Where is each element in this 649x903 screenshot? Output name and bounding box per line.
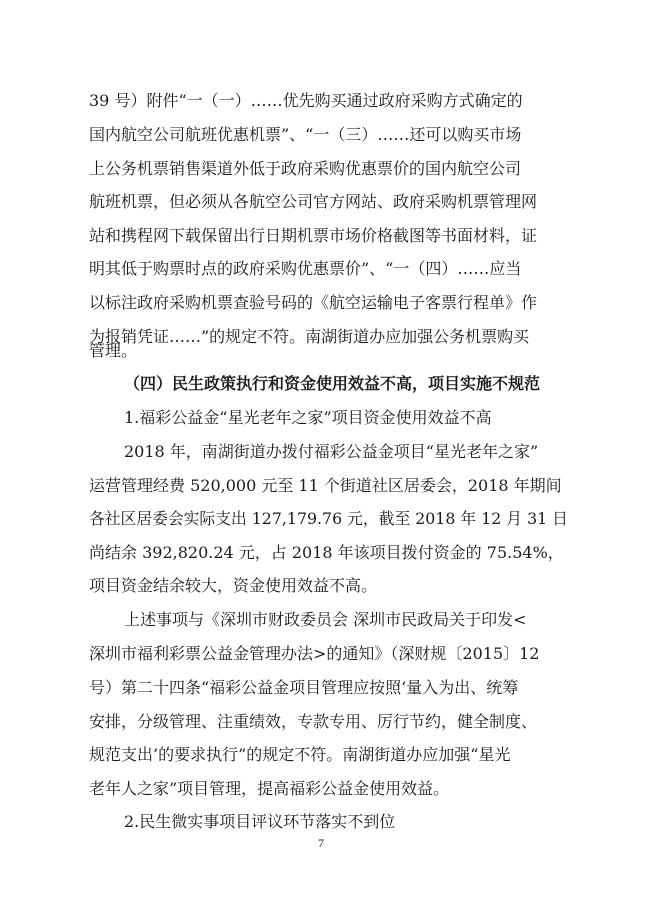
text-line: 运营管理经费 520,000 元至 11 个街道社区居委会，2018 年期间 bbox=[89, 476, 562, 495]
page-number: 7 bbox=[318, 836, 324, 850]
text-line: 号）第二十四条“福彩公益金项目管理应按照‘量入为出、统筹 bbox=[89, 678, 519, 697]
text-line: 上述事项与《深圳市财政委员会 深圳市民政局关于印发< bbox=[124, 610, 527, 629]
text-line: 航班机票，但必须从各航空公司官方网站、政府采购机票管理网 bbox=[89, 192, 538, 211]
text-line: 安排，分级管理、注重绩效，专款专用、厉行节约，健全制度、 bbox=[89, 712, 538, 731]
text-line: 上公务机票销售渠道外低于政府采购优惠票价的国内航空公司 bbox=[89, 159, 522, 178]
text-line: 老年人之家”项目管理，提高福彩公益金使用效益。 bbox=[89, 779, 450, 798]
text-line: 明其低于购票时点的政府采购优惠票价”、“一（四）……应当 bbox=[89, 259, 522, 278]
text-line: 尚结余 392,820.24 元，占 2018 年该项目拨付资金的 75.54%， bbox=[89, 543, 564, 562]
text-line: 各社区居委会实际支出 127,179.76 元，截至 2018 年 12 月 31 日 bbox=[89, 509, 568, 528]
section-heading: （四）民生政策执行和资金使用效益不高，项目实施不规范 bbox=[124, 374, 541, 393]
text-line: 国内航空公司航班优惠机票”、“一（三）……还可以购买市场 bbox=[89, 125, 522, 144]
subsection-heading: 1.福彩公益金“星光老年之家”项目资金使用效益不高 bbox=[124, 408, 492, 427]
text-line: 规范支出’的要求执行”的规定不符。南湖街道办应加强“星光 bbox=[89, 745, 511, 764]
text-line: 为报销凭证……”的规定不符。南湖街道办应加强公务机票购买 bbox=[89, 327, 530, 346]
text-line: 深圳市福利彩票公益金管理办法>的通知》（深财规〔2015〕12 bbox=[89, 644, 540, 663]
text-line: 2018 年，南湖街道办拨付福彩公益金项目“星光老年之家” bbox=[124, 442, 539, 461]
subsection-heading: 2.民生微实事项目评议环节落实不到位 bbox=[124, 812, 396, 831]
text-line: 项目资金结余较大，资金使用效益不高。 bbox=[89, 576, 378, 595]
text-line: 管理。 bbox=[89, 341, 138, 360]
text-line: 站和携程网下载保留出行日期机票市场价格截图等书面材料，证 bbox=[89, 226, 538, 245]
text-line: 以标注政府采购机票查验号码的《航空运输电子客票行程单》作 bbox=[89, 293, 538, 312]
text-line: 39 号）附件“一（一）……优先购买通过政府采购方式确定的 bbox=[89, 91, 523, 110]
